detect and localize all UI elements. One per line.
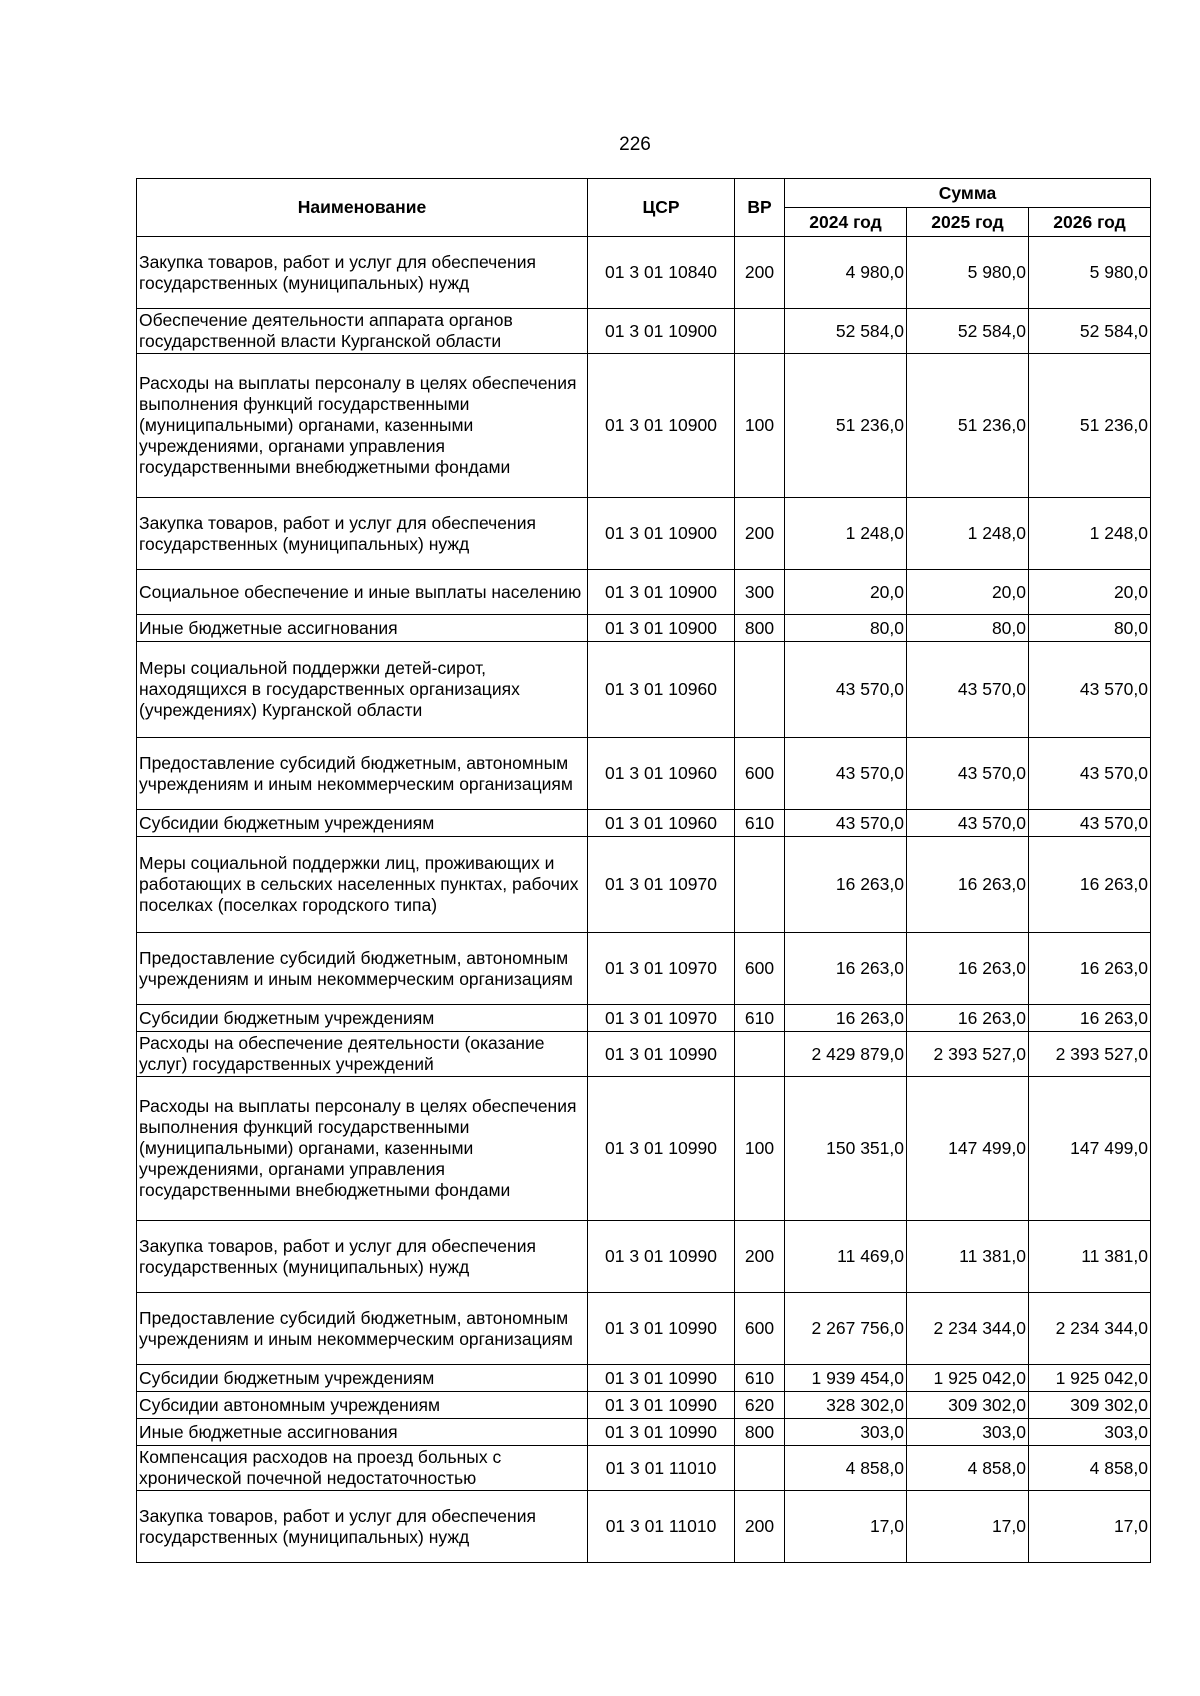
table-row bbox=[137, 642, 1151, 738]
table-row bbox=[137, 237, 1151, 309]
row-vr: 600 bbox=[735, 1293, 785, 1365]
row-value-2026: 43 570,0 bbox=[1029, 642, 1151, 738]
row-name: Предоставление субсидий бюджетным, автономным учреждениям и иным некоммерческим организациям bbox=[137, 738, 588, 810]
row-value-2025: 11 381,0 bbox=[907, 1221, 1029, 1293]
row-vr: 300 bbox=[735, 570, 785, 615]
row-value-2024: 150 351,0 bbox=[785, 1077, 907, 1221]
row-value-2024: 16 263,0 bbox=[785, 837, 907, 933]
row-name: Субсидии бюджетным учреждениям bbox=[137, 1365, 588, 1392]
row-value-2024: 43 570,0 bbox=[785, 810, 907, 837]
row-value-2026: 11 381,0 bbox=[1029, 1221, 1151, 1293]
row-value-2026: 16 263,0 bbox=[1029, 933, 1151, 1005]
row-value-2026: 309 302,0 bbox=[1029, 1392, 1151, 1419]
row-vr: 200 bbox=[735, 498, 785, 570]
row-csr: 01 3 01 10990 bbox=[588, 1392, 735, 1419]
row-value-2025: 309 302,0 bbox=[907, 1392, 1029, 1419]
row-value-2025: 16 263,0 bbox=[907, 933, 1029, 1005]
table-row bbox=[137, 354, 1151, 498]
row-value-2026: 2 234 344,0 bbox=[1029, 1293, 1151, 1365]
row-name: Предоставление субсидий бюджетным, автономным учреждениям и иным некоммерческим организациям bbox=[137, 933, 588, 1005]
row-vr: 800 bbox=[735, 615, 785, 642]
row-name: Субсидии автономным учреждениям bbox=[137, 1392, 588, 1419]
row-value-2024: 4 858,0 bbox=[785, 1446, 907, 1491]
row-value-2026: 303,0 bbox=[1029, 1419, 1151, 1446]
row-value-2026: 16 263,0 bbox=[1029, 837, 1151, 933]
row-csr: 01 3 01 10990 bbox=[588, 1077, 735, 1221]
row-csr: 01 3 01 10990 bbox=[588, 1221, 735, 1293]
row-vr bbox=[735, 1032, 785, 1077]
row-vr: 100 bbox=[735, 354, 785, 498]
table-body bbox=[137, 237, 1151, 1563]
row-name: Субсидии бюджетным учреждениям bbox=[137, 1005, 588, 1032]
row-value-2025: 5 980,0 bbox=[907, 237, 1029, 309]
table-row bbox=[137, 1365, 1151, 1392]
table-row bbox=[137, 1392, 1151, 1419]
table-row bbox=[137, 1419, 1151, 1446]
row-value-2026: 5 980,0 bbox=[1029, 237, 1151, 309]
row-value-2025: 4 858,0 bbox=[907, 1446, 1029, 1491]
row-value-2025: 147 499,0 bbox=[907, 1077, 1029, 1221]
row-value-2026: 51 236,0 bbox=[1029, 354, 1151, 498]
table-row bbox=[137, 1491, 1151, 1563]
row-value-2024: 43 570,0 bbox=[785, 738, 907, 810]
row-value-2025: 2 393 527,0 bbox=[907, 1032, 1029, 1077]
row-vr: 600 bbox=[735, 933, 785, 1005]
table-row bbox=[137, 498, 1151, 570]
row-value-2026: 1 248,0 bbox=[1029, 498, 1151, 570]
row-value-2025: 303,0 bbox=[907, 1419, 1029, 1446]
row-name: Социальное обеспечение и иные выплаты населению bbox=[137, 570, 588, 615]
row-csr: 01 3 01 10970 bbox=[588, 933, 735, 1005]
row-vr: 800 bbox=[735, 1419, 785, 1446]
row-vr: 200 bbox=[735, 1221, 785, 1293]
row-name: Расходы на выплаты персоналу в целях обеспечения выполнения функций государственными (муниципальными) органами, казенными учреждениями, органами управления государственными внебюджетными фондами bbox=[137, 354, 588, 498]
row-name: Иные бюджетные ассигнования bbox=[137, 1419, 588, 1446]
row-value-2026: 2 393 527,0 bbox=[1029, 1032, 1151, 1077]
row-name: Закупка товаров, работ и услуг для обеспечения государственных (муниципальных) нужд bbox=[137, 498, 588, 570]
row-vr: 200 bbox=[735, 237, 785, 309]
row-value-2026: 1 925 042,0 bbox=[1029, 1365, 1151, 1392]
row-value-2024: 51 236,0 bbox=[785, 354, 907, 498]
row-value-2026: 16 263,0 bbox=[1029, 1005, 1151, 1032]
table-row bbox=[137, 1032, 1151, 1077]
header-csr: ЦСР bbox=[588, 179, 735, 237]
budget-table bbox=[136, 178, 1151, 1563]
header-year-2024: 2024 год bbox=[785, 208, 907, 237]
row-value-2026: 52 584,0 bbox=[1029, 309, 1151, 354]
page-number: 226 bbox=[619, 134, 651, 155]
table-row bbox=[137, 1446, 1151, 1491]
row-name: Субсидии бюджетным учреждениям bbox=[137, 810, 588, 837]
row-value-2026: 43 570,0 bbox=[1029, 810, 1151, 837]
row-vr: 200 bbox=[735, 1491, 785, 1563]
row-csr: 01 3 01 10960 bbox=[588, 738, 735, 810]
row-value-2024: 11 469,0 bbox=[785, 1221, 907, 1293]
row-value-2026: 17,0 bbox=[1029, 1491, 1151, 1563]
table-header bbox=[137, 179, 1151, 237]
row-name: Предоставление субсидий бюджетным, автономным учреждениям и иным некоммерческим организациям bbox=[137, 1293, 588, 1365]
row-vr: 610 bbox=[735, 1005, 785, 1032]
row-value-2025: 1 248,0 bbox=[907, 498, 1029, 570]
row-value-2025: 52 584,0 bbox=[907, 309, 1029, 354]
row-csr: 01 3 01 10840 bbox=[588, 237, 735, 309]
row-name: Закупка товаров, работ и услуг для обеспечения государственных (муниципальных) нужд bbox=[137, 237, 588, 309]
row-name: Закупка товаров, работ и услуг для обеспечения государственных (муниципальных) нужд bbox=[137, 1221, 588, 1293]
header-year-2025: 2025 год bbox=[907, 208, 1029, 237]
row-vr bbox=[735, 309, 785, 354]
row-value-2025: 51 236,0 bbox=[907, 354, 1029, 498]
row-csr: 01 3 01 10990 bbox=[588, 1365, 735, 1392]
row-value-2024: 1 939 454,0 bbox=[785, 1365, 907, 1392]
row-value-2024: 16 263,0 bbox=[785, 1005, 907, 1032]
row-csr: 01 3 01 10960 bbox=[588, 642, 735, 738]
row-csr: 01 3 01 10900 bbox=[588, 309, 735, 354]
row-value-2024: 52 584,0 bbox=[785, 309, 907, 354]
row-name: Обеспечение деятельности аппарата органов государственной власти Курганской области bbox=[137, 309, 588, 354]
row-value-2026: 4 858,0 bbox=[1029, 1446, 1151, 1491]
table-row bbox=[137, 738, 1151, 810]
table-row bbox=[137, 1221, 1151, 1293]
row-value-2024: 4 980,0 bbox=[785, 237, 907, 309]
row-value-2024: 43 570,0 bbox=[785, 642, 907, 738]
row-vr bbox=[735, 837, 785, 933]
table-row bbox=[137, 615, 1151, 642]
row-name: Меры социальной поддержки детей-сирот, находящихся в государственных организациях (учреждениях) Курганской области bbox=[137, 642, 588, 738]
row-csr: 01 3 01 10900 bbox=[588, 570, 735, 615]
row-csr: 01 3 01 10990 bbox=[588, 1419, 735, 1446]
row-csr: 01 3 01 10900 bbox=[588, 615, 735, 642]
row-value-2024: 1 248,0 bbox=[785, 498, 907, 570]
row-value-2025: 43 570,0 bbox=[907, 738, 1029, 810]
row-vr bbox=[735, 642, 785, 738]
row-value-2025: 43 570,0 bbox=[907, 810, 1029, 837]
row-value-2025: 1 925 042,0 bbox=[907, 1365, 1029, 1392]
row-value-2024: 2 429 879,0 bbox=[785, 1032, 907, 1077]
row-csr: 01 3 01 10970 bbox=[588, 837, 735, 933]
row-csr: 01 3 01 10990 bbox=[588, 1032, 735, 1077]
table-row bbox=[137, 810, 1151, 837]
row-name: Иные бюджетные ассигнования bbox=[137, 615, 588, 642]
row-vr: 610 bbox=[735, 1365, 785, 1392]
row-name: Расходы на обеспечение деятельности (оказание услуг) государственных учреждений bbox=[137, 1032, 588, 1077]
table-row bbox=[137, 837, 1151, 933]
row-csr: 01 3 01 10900 bbox=[588, 498, 735, 570]
row-vr: 610 bbox=[735, 810, 785, 837]
row-value-2024: 80,0 bbox=[785, 615, 907, 642]
row-name: Компенсация расходов на проезд больных с хронической почечной недостаточностью bbox=[137, 1446, 588, 1491]
row-vr: 600 bbox=[735, 738, 785, 810]
row-value-2026: 20,0 bbox=[1029, 570, 1151, 615]
header-vr: ВР bbox=[735, 179, 785, 237]
row-value-2024: 17,0 bbox=[785, 1491, 907, 1563]
table-row bbox=[137, 309, 1151, 354]
row-csr: 01 3 01 10900 bbox=[588, 354, 735, 498]
row-name: Закупка товаров, работ и услуг для обеспечения государственных (муниципальных) нужд bbox=[137, 1491, 588, 1563]
row-value-2026: 80,0 bbox=[1029, 615, 1151, 642]
row-name: Меры социальной поддержки лиц, проживающих и работающих в сельских населенных пунктах, рабочих поселках (поселках городского типа) bbox=[137, 837, 588, 933]
row-value-2025: 17,0 bbox=[907, 1491, 1029, 1563]
row-value-2024: 303,0 bbox=[785, 1419, 907, 1446]
row-value-2025: 20,0 bbox=[907, 570, 1029, 615]
row-value-2024: 16 263,0 bbox=[785, 933, 907, 1005]
table-row bbox=[137, 933, 1151, 1005]
header-year-2026: 2026 год bbox=[1029, 208, 1151, 237]
row-csr: 01 3 01 10970 bbox=[588, 1005, 735, 1032]
row-value-2025: 2 234 344,0 bbox=[907, 1293, 1029, 1365]
row-value-2024: 2 267 756,0 bbox=[785, 1293, 907, 1365]
table-row bbox=[137, 1293, 1151, 1365]
row-value-2025: 80,0 bbox=[907, 615, 1029, 642]
row-vr: 620 bbox=[735, 1392, 785, 1419]
row-csr: 01 3 01 10990 bbox=[588, 1293, 735, 1365]
row-name: Расходы на выплаты персоналу в целях обеспечения выполнения функций государственными (муниципальными) органами, казенными учреждениями, органами управления государственными внебюджетными фондами bbox=[137, 1077, 588, 1221]
row-vr bbox=[735, 1446, 785, 1491]
row-csr: 01 3 01 11010 bbox=[588, 1446, 735, 1491]
header-sum: Сумма bbox=[785, 179, 1151, 208]
row-value-2026: 43 570,0 bbox=[1029, 738, 1151, 810]
table-row bbox=[137, 1005, 1151, 1032]
row-value-2024: 20,0 bbox=[785, 570, 907, 615]
table-row bbox=[137, 1077, 1151, 1221]
row-value-2026: 147 499,0 bbox=[1029, 1077, 1151, 1221]
header-name: Наименование bbox=[137, 179, 588, 237]
row-csr: 01 3 01 10960 bbox=[588, 810, 735, 837]
row-value-2025: 16 263,0 bbox=[907, 837, 1029, 933]
table-row bbox=[137, 570, 1151, 615]
row-value-2025: 16 263,0 bbox=[907, 1005, 1029, 1032]
row-csr: 01 3 01 11010 bbox=[588, 1491, 735, 1563]
row-value-2024: 328 302,0 bbox=[785, 1392, 907, 1419]
row-value-2025: 43 570,0 bbox=[907, 642, 1029, 738]
row-vr: 100 bbox=[735, 1077, 785, 1221]
